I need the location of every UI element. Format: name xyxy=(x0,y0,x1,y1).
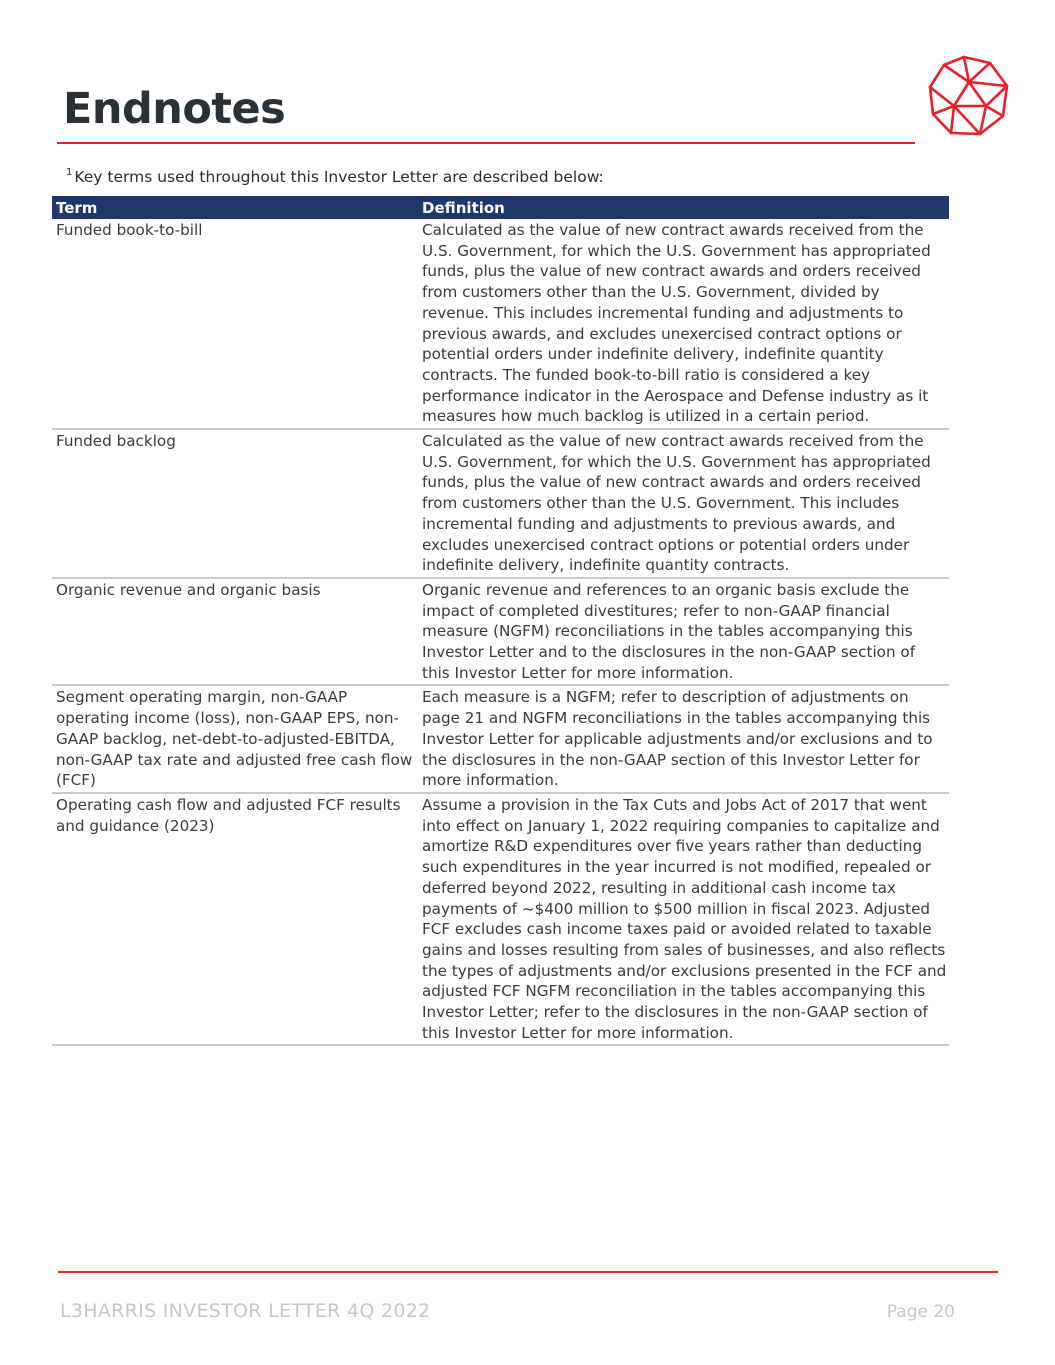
header-term: Term xyxy=(52,196,418,219)
faceted-sphere-logo-icon xyxy=(924,54,1012,138)
footnote-marker: 1 xyxy=(66,167,73,178)
definition-cell: Assume a provision in the Tax Cuts and Jobs Act of 2017 that went into effect on January 1, 2022 requiring companies to capitalize and amortize R&D expenditures over five years rather than deducting such expenditures in the year incurred is not modified, repealed or deferred beyond 2022, resulting in additional cash income tax payments of ~$400 million to $500 million in fiscal 2023. Adjusted FCF excludes cash income taxes paid or avoided related to taxable gains and losses resulting from sales of businesses, and also reflects the types of adjustments and/or exclusions presented in the FCF and adjusted FCF NGFM reconciliation in the tables accompanying this Investor Letter; refer to the disclosures in the non-GAAP section of this Investor Letter for more information. xyxy=(418,793,949,1045)
term-cell: Funded backlog xyxy=(52,429,418,578)
definition-cell: Each measure is a NGFM; refer to description of adjustments on page 21 and NGFM reconciliations in the tables accompanying this Investor Letter for applicable adjustments and/or exclusions and to the disclosures in the non-GAAP section of this Investor Letter for more information. xyxy=(418,685,949,793)
term-cell: Segment operating margin, non-GAAP operating income (loss), non-GAAP EPS, non-GAAP backlog, net-debt-to-adjusted-EBITDA, non-GAAP tax rate and adjusted free cash flow (FCF) xyxy=(52,685,418,793)
definition-cell: Calculated as the value of new contract awards received from the U.S. Government, for which the U.S. Government has appropriated funds, plus the value of new contract awards and orders received from customers other than the U.S. Government, divided by revenue. This includes incremental funding and adjustments to previous awards, and excludes unexercised contract options or potential orders under indefinite delivery, indefinite quantity contracts. The funded book-to-bill ratio is considered a key performance indicator in the Aerospace and Defense industry as it measures how much backlog is utilized in a certain period. xyxy=(418,219,949,429)
table-row xyxy=(52,793,949,1045)
footer-publication: L3HARRIS INVESTOR LETTER 4Q 2022 xyxy=(60,1300,431,1322)
table-row xyxy=(52,219,949,429)
footer-divider xyxy=(58,1271,998,1273)
key-terms-table xyxy=(52,196,949,1046)
definition-cell: Calculated as the value of new contract awards received from the U.S. Government, for which the U.S. Government has appropriated funds, plus the value of new contract awards and orders received from customers other than the U.S. Government. This includes incremental funding and adjustments to previous awards, and excludes unexercised contract options or potential orders under indefinite delivery, indefinite quantity contracts. xyxy=(418,429,949,578)
table-row xyxy=(52,578,949,686)
page-title: Endnotes xyxy=(63,84,286,134)
term-cell: Funded book-to-bill xyxy=(52,219,418,429)
definition-cell: Organic revenue and references to an organic basis exclude the impact of completed divestitures; refer to non-GAAP financial measure (NGFM) reconciliations in the tables accompanying this Investor Letter and to the disclosures in the non-GAAP section of this Investor Letter for more information. xyxy=(418,578,949,686)
term-cell: Organic revenue and organic basis xyxy=(52,578,418,686)
page-number: Page 20 xyxy=(886,1302,955,1322)
table-row xyxy=(52,429,949,578)
title-divider xyxy=(57,142,915,144)
intro-text: Key terms used throughout this Investor Letter are described below: xyxy=(74,168,604,186)
table-row xyxy=(52,685,949,793)
table-header-row xyxy=(52,196,949,219)
term-cell: Operating cash flow and adjusted FCF results and guidance (2023) xyxy=(52,793,418,1045)
header-definition: Definition xyxy=(418,196,949,219)
intro-note xyxy=(66,162,604,188)
